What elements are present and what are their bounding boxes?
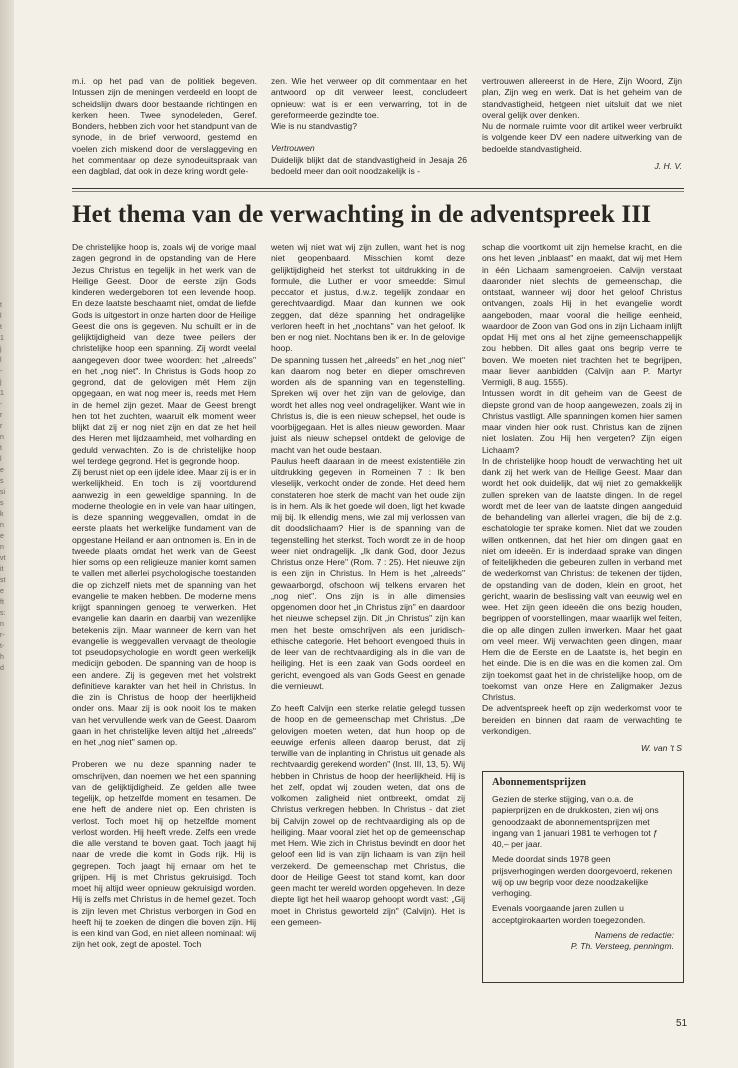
paragraph: De spanning tussen het „alreeds" en het „nog niet" kan daarom nog beter en dieper omschreven worden als de spanning van en tegenstelling. Spreken wij over het zijn van de gelovige, dan wordt het alles nog veel ondragelijker. Want wie in Christus is, die is een nieuw schepsel, het oude is voorbijgegaan. Het is alles nieuw geworden. Maar juist als nieuw schepsel ontdekt de gelovige de macht van het oude bestaan. <box>271 354 465 455</box>
article-column-1 <box>72 242 256 962</box>
magazine-page <box>14 0 738 1068</box>
box-signature-line-2: P. Th. Versteeg, penningm. <box>570 941 674 951</box>
paragraph: weten wij niet wat wij zijn zullen, want het is nog niet geopenbaard. Misschien komt deze gelijktijdigheid het sterkst tot uitdrukking in de formule, die Luther er voor smeedde: Simul peccator et justus, d.w.z. tegelijk zondaar en gerechtvaardigd. Maar dan kunnen we ook zeggen, dat déze spanning het ondragelijke verloren heeft in het „nochtans" van het geloof. Ik ben er nog niet. Nochtans ben ik er. In de gelovige hoop. <box>271 242 465 354</box>
paragraph: Evenals voorgaande jaren zullen u acceptgirokaarten worden toegezonden. <box>492 903 646 925</box>
paragraph: zen. Wie het verweer op dit commentaar en het antwoord op dit verweer leest, concludeert opnieuw: wat is er een verwarring, tot in de gereformeerde gezindte toe. <box>271 76 467 120</box>
paragraph: De adventspreek heeft op zijn wederkomst voor te bereiden en binnen dat raam de verwachting te verkondigen. <box>482 703 682 736</box>
top-column-1 <box>72 76 257 188</box>
top-column-2 <box>271 76 467 188</box>
box-body <box>492 794 674 952</box>
paragraph: Gezien de sterke stijging, van o.a. de papierprijzen en de drukkosten, zien wij ons genoodzaakt de abonnementsprijzen met ingang van 1 januari 1981 te verhogen tot ƒ 40,– per jaar. <box>492 794 659 849</box>
divider <box>72 191 684 192</box>
author-signature: J. H. V. <box>654 160 682 171</box>
top-column-3 <box>482 76 682 172</box>
paragraph: Mede doordat sinds 1978 geen prijsverhogingen werden doorgevoerd, rekenen wij op uw begrip voor deze noodzakelijke verhoging. <box>492 854 673 898</box>
paragraph: Paulus heeft daaraan in de meest existentiële zin uitdrukking gegeven in Romeinen 7 : Ik ben vleselijk, verkocht onder de zonde. Het deed hem constateren hoe sterk de macht van het oude zijn is in hem. Als ik het goede wil doen, ligt het kwade mij bij. Ik ellendig mens, wie zal mij verlossen van dit doodslichaam? Hier is de spanning van de tegenstelling het sterkst. Toch wordt ze in de hoop weer niet ondragelijk. „Ik dank God, door Jezus Christus onze Here" (Rom. 7 : 25). Het nieuwe zijn is een zijn in Christus. In Hem is het „alreeds" gewaarborgd, ofschoon wij telkens ervaren het „nog niet". Ons zijn is in alle dimensies opgenomen door het „in Christus zijn" en daardoor het nieuwe schepsel zijn. Dit „in Christus" zijn kan men het beste omschrijven als een juridisch-ethische categorie. Het behoort evengoed thuis in de leer van de rechtvaardiging als in die van de heiliging. Het is een zaak van Gods oordeel en gericht, evengoed als van Gods Geest en genade die vernieuwt. <box>271 455 465 691</box>
paragraph: vertrouwen allereerst in de Here, Zijn Woord, Zijn plan, Zijn weg en werk. Dat is het geheim van de standvastigheid, hetgeen niet uitsluit dat we niet overal gelijk over denken. <box>482 76 682 120</box>
paragraph: schap die voortkomt uit zijn hemelse kracht, en die ons het leven „inblaast" en maakt, dat wij met Hem in één Lichaam samengroeien. Calvijn verstaat daaronder niet slechts de gemeenschap, die ontstaat, wanneer wij door het geloof Christus ontvangen, zoals Hij in het evangelie wordt aangeboden, maar vooral die heilige eenheid, waardoor de Zoon van God ons in zijn Lichaam inlijft opdat Hij met ons al het zijne gemeenschappelijk zou hebben. Dit alles gaat ons begrip verre te boven. We moeten niet trachten het te begrijpen, maar liever aanbidden (Calvijn aan P. Martyr Vermigli, 8 aug. 1555). <box>482 242 682 387</box>
left-page-edge-text: t l t 1 j l - j 1 - r r n t l e s si s k n e n vt it st e ft s: n r- t- h d <box>0 302 6 672</box>
article-column-2 <box>271 242 465 939</box>
article-title: Het thema van de verwachting in de adventspreek III <box>72 201 652 228</box>
box-signature-line-1: Namens de redactie: <box>594 929 674 940</box>
page-number: 51 <box>676 1018 688 1029</box>
box-title: Abonnementsprijzen <box>492 777 586 788</box>
paragraph: Zij berust niet op een ijdele idee. Maar zij is er in werkelijkheid. En toch is zij voortdurend aanwezig in een geweldige spanning. In de moderne theologie en in vele van haar uitingen, is deze spanning weggevallen, omdat in de eerste plaats het werkelijke fundament van de opgestane Heiland er aan ontnomen is. En in de tweede plaats omdat het werk van de Geest hier soms op een religieuze manier komt samen te vallen met allerlei psychologische toestanden die op zichzelf niets met de spanning van het evangelie te maken hebben. De moderne mens krijgt spanningen genoeg te verwerken. Het evangelie kan daarin en daarbij van wezenlijke betekenis zijn. Maar wanneer de kern van het evangelie is weggevallen vervaagt de theologie tot pseudopsychologie en wordt geen werkelijk medicijn geboden. De spanning van de hoop is een andere. Zij is gegeven met het volstrekt definitieve karakter van het heil in Christus. In die zin is Christus de hoop der heerlijkheid onder ons. Maar zij is ook nooit los te maken van het vervullende werk van de Geest. Daarom gaan in het christelijke leven altijd het „alreeds" en het „nog niet" samen op. <box>72 467 256 747</box>
author-signature: W. van 't S <box>641 743 682 753</box>
paragraph: Zo heeft Calvijn een sterke relatie gelegd tussen de hoop en de gemeenschap met Christus. „De gelovigen moeten weten, dat hun hoop op de eeuwige erfenis alleen daarop berust, dat zij terwille van de inplanting in Christus uit genade als rechtvaardig gerekend worden" (Inst. III, 13, 5). Wij hebben in Christus de hoop der heerlijkheid. Hij is het zelf, opdat wij zouden weten, dat ons de volkomen zaligheid niet ontbreekt, omdat zij Christus verkregen hebben. In Christus - dat ziet bij Calvijn zowel op de rechtvaardiging als op de heiliging. Maar vooral ziet het op de gemeenschap met Hem. Wie zich in Christus bevindt en door het geloof een lid is van zijn lichaam is van zijn heil verzekerd. De gemeenschap met Christus, die door de Heilige Geest tot stand komt, kan door geen macht ter wereld worden opgeheven. In deze diepte ligt het heil waarop gehoopt wordt vast: „Gij moet in Christus geworteld zijn" (Calvijn). Het is een gemeen- <box>271 703 465 927</box>
paragraph: Wie is nu standvastig? <box>271 121 357 131</box>
paragraph: m.i. op het pad van de politiek begeven. Intussen zijn de meningen verdeeld en loopt de scheidslijn dwars door bestaande richtingen en kerken heen. Twee synodeleden, Geref. Bonders, hebben zich voor het standpunt van de synode, in de brief verwoord, gestemd en voelen zich miskend door de verslaggeving en het commentaar op deze synodeuitspraak van een dagblad, dat ook in deze kring wordt gele- <box>72 76 257 176</box>
section-heading: Vertrouwen <box>271 143 315 154</box>
paragraph: Proberen we nu deze spanning nader te omschrijven, dan noemen we het een spanning van de gelijktijdigheid. Ze gelden alle twee tegelijk, op hetzelfde moment en tesamen. De ene heft de andere niet op. Een christen is verlost. Toch moet hij op hetzelfde moment verlost worden. Hij heeft vrede. Zelfs een vrede die alle verstand te boven gaat. Toch jaagt hij naar de vrede die komt in Gods rijk. Hij is gegrepen. Toch jaagt hij ernaar om het te grijpen. Hij is met Christus gekruisigd. Toch moet hij altijd weer opnieuw gekruisigd worden. Hij is zelfs met Christus in de hemel gezet. Toch is zijn leven met Christus verborgen in God en heeft hij te zoeken de dingen die boven zijn. Hij is een kind van God, en niet alleen nominaal: wij zijn het ook, zegt de apostel. Toch <box>72 759 256 950</box>
article-column-3 <box>482 242 682 754</box>
divider <box>72 188 684 189</box>
paragraph: In de christelijke hoop houdt de verwachting het uit dank zij het werk van de Heilige Geest. Maar dan wordt het ook duidelijk, dat wij niet zo gemakkelijk zullen spreken van de laatste dingen. In de regel wordt met de leer van de laatste dingen aangeduid de behandeling van allerlei vragen, die bij de z.g. eschatologie ter sprake komen. Niet dat we zouden willen ontkennen, dat het hier om dingen gaat en niet om ideeën. Er is inderdaad sprake van dingen of feitelijkheden die gebeuren zullen in verband met de wederkomst van Christus: de tekenen der tijden, de opstanding van de doden, klein en groot, het gericht, waarin de beslissing valt van eeuwig wel en wee. Het zijn geen ideeën die ons bezig houden, begrippen of voorstellingen, maar waarlijk wel feiten, die op alle dingen zullen inwerken. Maar het gaat om veel meer. Wij verwachten geen dingen, maar Hem die de Eerste en de Laatste is, het begin en het einde. Die is en die was en die komen zal. Om zijn toekomst gaat het in de christelijke hoop, om de toekomst van onze Here en Zaligmaker Jezus Christus. <box>482 455 682 702</box>
paragraph: Duidelijk blijkt dat de standvastigheid in Jesaja 26 bedoeld meer dan ooit noodzakelijk is - <box>271 154 467 176</box>
paragraph: De christelijke hoop is, zoals wij de vorige maal zagen gegrond in de opstanding van de Here Jezus Christus en tegelijk in het werk van de Heilige Geest. Door de eerste zijn Gods kinderen wedergeboren tot een levende hoop. En deze laatste beschaamt niet, omdat de liefde Gods is uitgestort in onze harten door de Heilige Geest die ons is gegeven. Nu schuilt er in de gelijktijdigheid van deze twee peilers der christelijke hoop een spanning. Zij wordt veelal aangegeven door twee woorden: het „alreeds" en het „nog niet". In Christus is Gods hoop zo gegrond, dat de gelovigen mét Hem zijn opgegaan, en wat nog meer is, reeds met Hem in de hemel zijn gezet. Maar de Geest brengt hen tot het zuchten, waaruit elk moment weer blijkt dat zij er nog niet zijn en dat ze het heil des Heren met lijdzaamheid, met volharding en geduld verwachten. Zo is de christelijke hoop wel terdege gegrond. Het is gegronde hoop. <box>72 242 256 466</box>
paragraph: Intussen wordt in dit geheim van de Geest de diepste grond van de hoop aangewezen, zoals zij in Christus vastligt. Alle spanningen komen hier samen maar vinden hier ook rust. Christus kan de zijnen niet loslaten. Zou Hij hen vergeten? Zijn eigen Lichaam? <box>482 388 682 455</box>
paragraph: Nu de normale ruimte voor dit artikel weer verbruikt is volgende keer DV een nadere uitwerking van de bedoelde standvastigheid. <box>482 121 682 154</box>
